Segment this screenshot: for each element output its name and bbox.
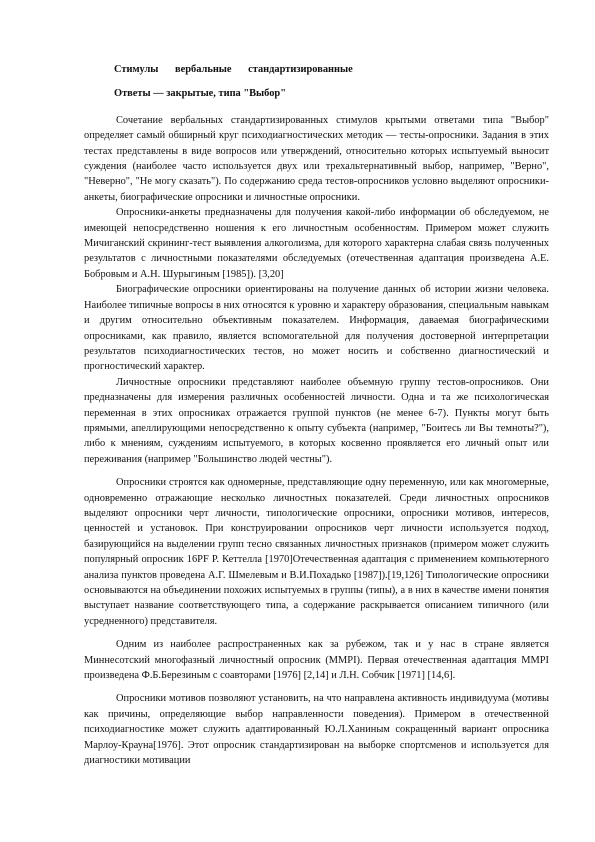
- paragraph: Личностные опросники представляют наиболее объемную группу тестов-опросников. Они предназначены для измерения различных особенностей личности. Одна и та же психологическая переменная в этих опросниках отражается группой пунктов (не менее 6-7). Пункты могут быть прямыми, апеллирующими непосредственно к опыту субъекта (например, "Боитесь ли Вы темноты?"), либо к мнениям, суждениям испытуемого, в которых косвенно проявляется его личный опыт или переживания (например "Большинство людей честны").: [84, 376, 549, 465]
- document-heading: Стимулы вербальные стандартизированные: [114, 64, 353, 75]
- paragraph: Опросники мотивов позволяют установить, на что направлена активность индивидуума (мотивы как причины, определяющие выбор направленности поведения). Примером в отечественной психодиагностике может служить адаптированный Ю.Л.Ханиным сокращенный вариант опросника Марлоу-Крауна[1976]. Этот опросник стандартизирован на выборке спортсменов и используется для диагностики мотивации: [84, 693, 549, 767]
- document-page: [84, 62, 549, 768]
- paragraph: Одним из наиболее распространенных как за рубежом, так и у нас в стране является Миннесотский многофазный личностный опросник (ММРI). Первая отечественная адаптация ММРI произведена Ф.Б.Березиным с соавторами [1976] [2,14] и Л.Н. Собчик [1971] [14,6].: [84, 639, 549, 682]
- paragraph: Опросники-анкеты предназначены для получения какой-либо информации об обследуемом, не имеющей непосредственно ношения к его личностным особенностям. Примером может служить Мичиганский скрининг-тест выявления алкоголизма, для которого характерна слабая связь полученных результатов с личностными показателями обследуемых (отечественная адаптация произведена А.Е. Бобровым и А.Н. Шурыгиным [1985]). [3,20]: [84, 207, 549, 280]
- document-subheading: Ответы — закрытые, типа "Выбор": [114, 88, 286, 100]
- paragraph: Опросники строятся как одномерные, представляющие одну переменную, или как многомерные, одновременно отражающие несколько личностных показателей. Среди личностных опросников выделяют опросники черт личности, типологические опросники, опросники мотивов, интересов, ценностей и установок. При конструировании опросников черт личности используется подход, базирующийся на выделении групп тесно связанных личностных признаков (примером может служить популярный опросник 16PF Р. Кеттелла [1970]Отечественная адаптация с применением компьютерного анализа пунктов проведена А.Г. Шмелевым и В.И.Похадько [1987]).[19,126] Типологические опросники основываются на объединении похожих испытуемых в группы (типы), а в них в качестве имени понятия выступает название соответствующего типа, а содержание раскрывается описанием типичного (или усредненного) представителя.: [84, 477, 549, 627]
- paragraph: Сочетание вербальных стандартизированных стимулов крытыми ответами типа "Выбор" определяет самый обширный круг психодиагностических методик — тесты-опросники. Задания в этих тестах представлены в виде вопросов или утверждений, относительно которых испытуемый выносит суждения (наиболее часто используется двух или трехальтернативный выбор, например, "Верно", "Неверно", "Не могу сказать"). По содержанию среда тестов-опросников условно выделяют опросники-анкеты, биографические опросники и личностные опросники.: [84, 114, 549, 203]
- paragraph: Биографические опросники ориентированы на получение данных об истории жизни человека. Наиболее типичные вопросы в них относятся к уровню и характеру образования, специальным навыкам и другим относительно объективным показателем. Информация, даваемая биографическими опросниками, как правило, является вспомогательной для получения достоверной интерпретации результатов психодиагностических тестов, но может носить и собственно диагностический и прогностический характер.: [84, 284, 549, 373]
